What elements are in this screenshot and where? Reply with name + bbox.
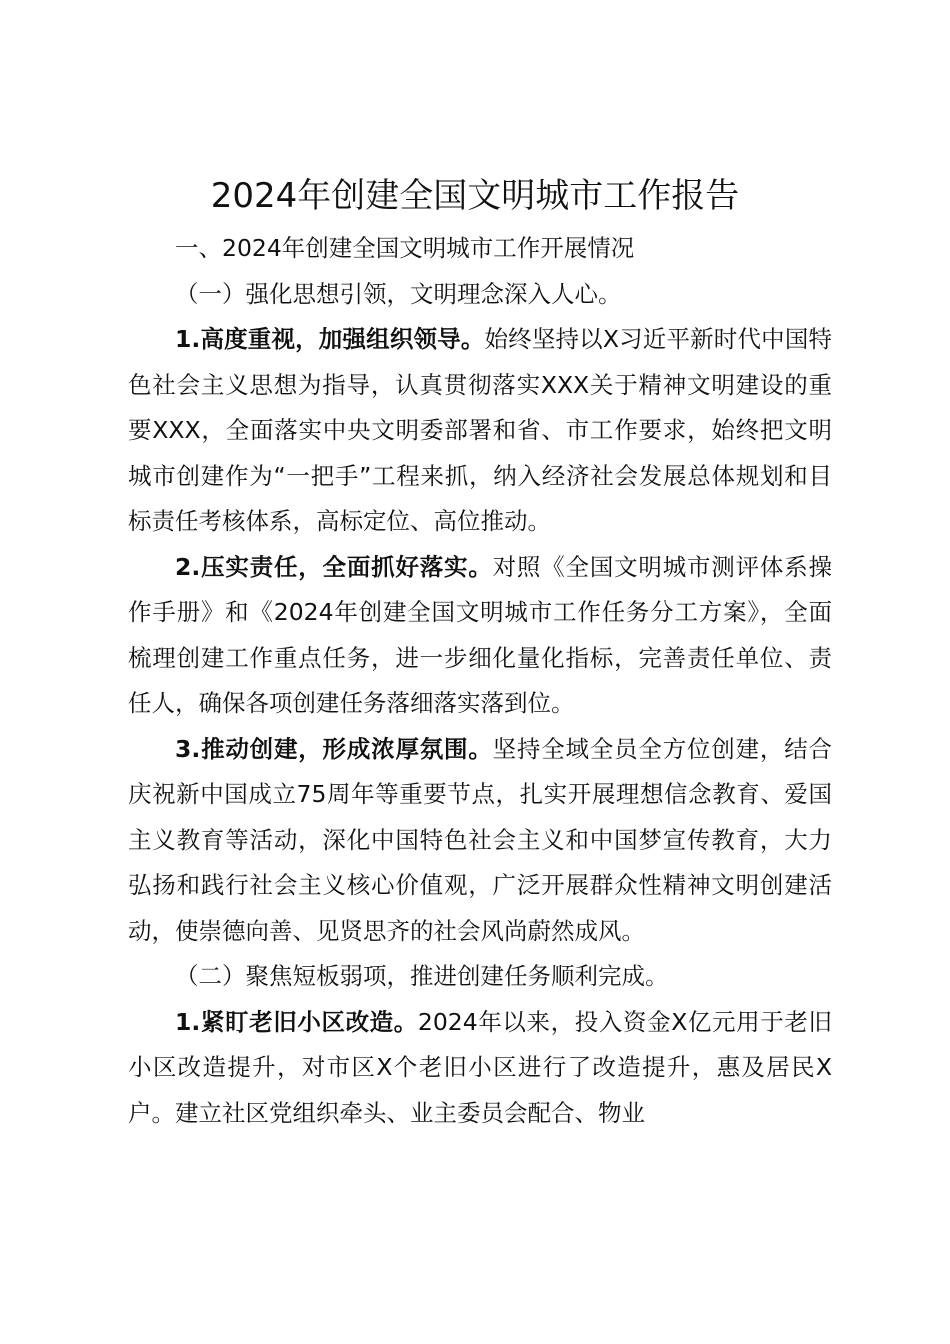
paragraph-2-text: 对照《全国文明城市测评体系操作手册》和《2024年创建全国文明城市工作任务分工方案》，全面梳理创建工作重点任务，进一步细化量化指标，完善责任单位、责任人，确保各项创建任务落细落实落到位。 [128,552,832,717]
paragraph-3-text: 坚持全域全员全方位创建，结合庆祝新中国成立75周年等重要节点，扎实开展理想信念教育、爱国主义教育等活动，深化中国特色社会主义和中国梦宣传教育，大力弘扬和践行社会主义核心价值观，广泛开展群众性精神文明创建活动，使崇德向善、见贤思齐的社会风尚蔚然成风。 [128,734,832,945]
subsection-heading-1: （一）强化思想引领，文明理念深入人心。 [175,279,622,308]
paragraph-3 [128,727,832,955]
paragraph-1-lead: 1.高度重视，加强组织领导。 [175,325,485,353]
paragraph-4 [128,1000,832,1137]
paragraph-3-lead: 3.推动创建，形成浓厚氛围。 [175,734,493,763]
paragraph-1-text: 始终坚持以X习近平新时代中国特色社会主义思想为指导，认真贯彻落实XXX关于精神文明建设的重要XXX，全面落实中央文明委部署和省、市工作要求，始终把文明城市创建作为“一把手”工程来抓，纳入经济社会发展总体规划和目标责任考核体系，高标定位、高位推动。 [128,325,832,535]
subsection-heading-2: （二）聚焦短板弱项，推进创建任务顺利完成。 [175,962,669,990]
paragraph-1 [128,317,832,545]
paragraph-2-lead: 2.压实责任，全面抓好落实。 [175,552,493,581]
section-heading-1: 一、2024年创建全国文明城市工作开展情况 [175,234,635,262]
paragraph-2 [128,545,832,727]
paragraph-4-lead: 1.紧盯老旧小区改造。 [175,1007,418,1036]
document-body [128,226,832,1136]
paragraph-4-text: 2024年以来，投入资金X亿元用于老旧小区改造提升，对市区X个老旧小区进行了改造提升，惠及居民X户。建立社区党组织牵头、业主委员会配合、物业 [128,1007,832,1127]
document-title: 2024年创建全国文明城市工作报告 [210,176,740,216]
